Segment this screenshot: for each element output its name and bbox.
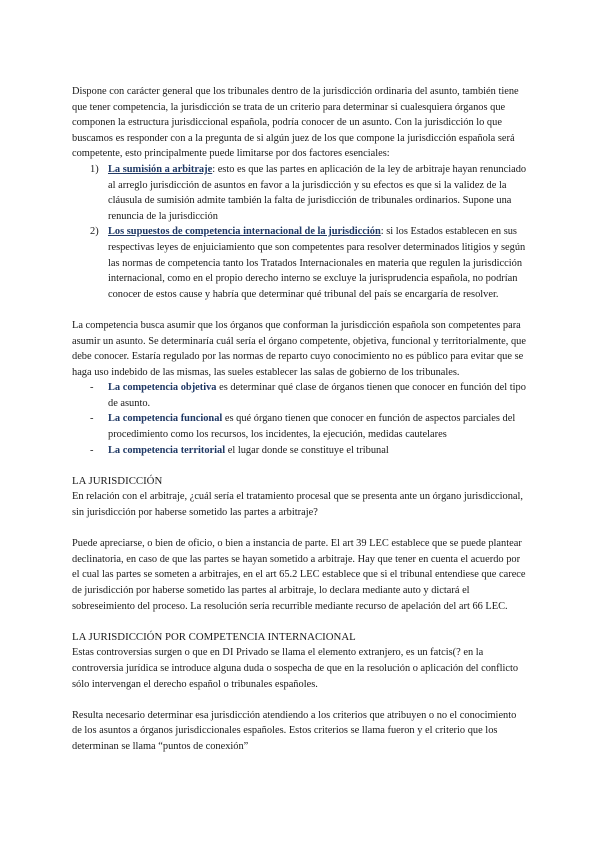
factor-term: Los supuestos de competencia internacional de la jurisdicción — [108, 226, 381, 238]
competencia-term: La competencia territorial — [108, 444, 226, 456]
competencia-item — [72, 380, 527, 411]
list-marker: - — [90, 382, 94, 394]
arbitraje-paragraph: Puede apreciarse, o bien de oficio, o bien a instancia de parte. El art 39 LEC establece que se puede plantear declinatoria, en caso de que las partes se hayan sometido a arbitraje. Hay que tener en cuenta el acuerdo por el cual las partes se someten a arbitrajes, en el art 65.2 LEC establece que si el tribunal entendiese que carece de jurisdicción por haberse sometido las partes al arbitraje, lo declara mediante auto y dictará el sobreseimiento del proceso. La resolución sería recurrible mediante recurso de apelación del art 66 LEC. — [72, 538, 526, 612]
factor-item — [72, 162, 527, 224]
factor-text: : esto es que las partes en aplicación de la ley de arbitraje hayan renunciado al arreglo jurisdicción de asuntos en favor a la jurisdicción y su efectos es que si la validez de la cláusula de sumisión admite también la falta de jurisdicción de tribunales ordinarios. Supone una renuncia de la jurisdicción — [108, 163, 527, 222]
competencia-item — [72, 411, 527, 442]
document-page — [72, 84, 527, 755]
list-marker: 1) — [90, 163, 99, 175]
competencia-term: La competencia funcional — [108, 413, 223, 425]
criterios-paragraph: Resulta necesario determinar esa jurisdicción atendiendo a los criterios que atribuyen o no el conocimiento de los asuntos a órganos jurisdiccionales españoles. Estos criterios se llama fueron y el criterio que los determinan se llama “puntos de conexión” — [72, 709, 517, 752]
section-heading-competencia-internacional: LA JURISDICCIÓN POR COMPETENCIA INTERNACIONAL — [72, 630, 356, 643]
intro-paragraph: Dispone con carácter general que los tribunales dentro de la jurisdicción ordinaria del asunto, también tiene que tener competencia, la jurisdicción se trata de un criterio para determinar si cualesquiera órganos que componen la estructura jurisdiccional española, podría conocer de un asunto. Con la jurisdicción lo que buscamos es responder con a la pregunta de si algún juez de los que compone la jurisdicción española será competente, esto principalmente puede limitarse por dos factores esenciales: — [72, 86, 519, 160]
list-marker: - — [90, 413, 94, 425]
competencias-list — [72, 380, 527, 458]
competencia-item — [72, 443, 527, 459]
competencia-paragraph: La competencia busca asumir que los órganos que conforman la jurisdicción española son competentes para asumir un asunto. Se determinaría cuál sería el órgano competente, objetiva, funcional y territorialmente, que debe conocer. Estaría regulado por las normas de reparto cuyo conocimiento no es público para evitar que se haga uso indebido de las mismas, las sueles establecer las salas de gobierno de los tribunales. — [72, 319, 526, 378]
arbitraje-question: En relación con el arbitraje, ¿cuál sería el tratamiento procesal que se presenta ante un órgano jurisdiccional, sin jurisdicción por haberse sometido las partes a arbitraje? — [72, 491, 524, 519]
factors-list — [72, 162, 527, 302]
competencia-text: es qué órgano tienen que conocer en función de aspectos parciales del procedimiento como los recursos, los incidentes, la ejecución, medidas cautelares — [108, 413, 516, 441]
competencia-text: es determinar qué clase de órganos tienen que conocer en función del tipo de asunto. — [108, 382, 526, 409]
factor-term: La sumisión a arbitraje — [108, 163, 213, 175]
list-marker: 2) — [90, 226, 99, 238]
competencia-text: el lugar donde se constituye el tribunal — [225, 444, 389, 456]
factor-item — [72, 224, 527, 302]
competencia-term: La competencia objetiva — [108, 382, 217, 394]
factor-text: : si los Estados establecen en sus respectivas leyes de enjuiciamiento que son competentes para resolver determinados litigios y según las normas de competencia tanto los Tratados Internacionales en materia que regulen la jurisdicción internacional, como en el propio derecho interno se excluye la jurisprudencia española, no podrían conocer de estos cause y habría que determinar qué tribunal del país se encargaría de resolver. — [108, 226, 526, 300]
controversias-paragraph: Estas controversias surgen o que en DI Privado se llama el elemento extranjero, es un fatcis(? en la controversia jurídica se introduce alguna duda o sospecha de que en la resolución o aplicación del conflicto sólo intervengan el derecho español o tribunales españoles. — [72, 647, 519, 690]
section-heading-jurisdiccion: LA JURISDICCIÓN — [72, 474, 163, 487]
list-marker: - — [90, 444, 94, 456]
